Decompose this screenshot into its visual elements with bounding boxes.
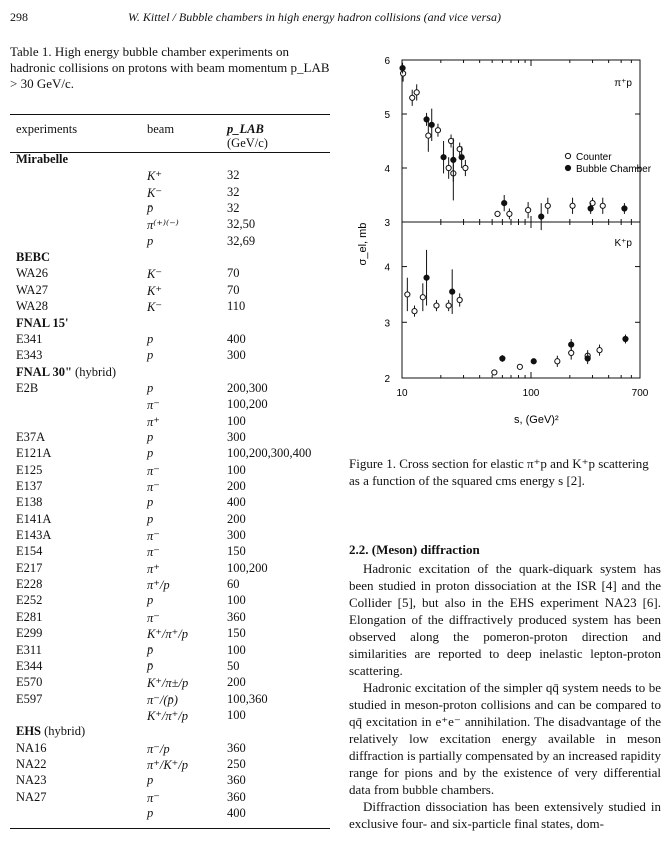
bubble-chamber-point bbox=[500, 356, 505, 361]
beam-cell: π⁻ bbox=[147, 463, 160, 478]
table-row bbox=[10, 332, 330, 348]
x-axis-label: s, (GeV)² bbox=[514, 414, 559, 426]
experiment-cell: E137 bbox=[16, 479, 43, 493]
experiment-cell: E570 bbox=[16, 675, 43, 690]
beam-cell: p bbox=[147, 773, 154, 788]
experiment-cell: E143A bbox=[16, 528, 52, 543]
experiment-cell: NA27 bbox=[16, 789, 47, 804]
section-label-wrap bbox=[16, 724, 85, 739]
section-label-wrap bbox=[16, 365, 116, 380]
plab-cell: 300 bbox=[227, 528, 246, 543]
table-top-rule bbox=[10, 114, 330, 115]
panel-label: π⁺p bbox=[614, 78, 632, 89]
col-plab-unit: (GeV/c) bbox=[227, 136, 268, 150]
plab-cell: 100 bbox=[227, 642, 246, 657]
experiment-cell: E228 bbox=[16, 577, 43, 592]
experiment-cell: NA16 bbox=[16, 740, 47, 755]
section-number: 2.2. bbox=[349, 542, 369, 557]
experiment-cell: E138 bbox=[16, 495, 43, 510]
section-suffix: (hybrid) bbox=[41, 724, 86, 739]
experiment-cell: WA27 bbox=[16, 282, 48, 297]
table-row bbox=[10, 708, 330, 724]
beam-cell: p bbox=[147, 429, 154, 444]
table-row bbox=[10, 659, 330, 675]
paragraph: Diffraction dissociation has been extensively studied in exclusive four- and six-particle final states, dom- bbox=[349, 799, 661, 831]
beam-cell: p̄ bbox=[147, 658, 154, 673]
section-title: (Meson) diffraction bbox=[371, 542, 480, 557]
plab-cell: 32 bbox=[227, 201, 240, 216]
running-header bbox=[10, 10, 660, 26]
y-tick-label: 4 bbox=[384, 262, 390, 274]
plot-frame bbox=[402, 60, 640, 378]
counter-point bbox=[410, 95, 415, 100]
plab-cell: 360 bbox=[227, 773, 246, 788]
counter-point bbox=[517, 364, 522, 369]
plab-cell: 400 bbox=[227, 806, 246, 820]
counter-point bbox=[412, 309, 417, 314]
y-tick-label: 3 bbox=[384, 318, 390, 330]
table-row bbox=[10, 397, 330, 413]
beam-cell: p̄ bbox=[147, 201, 154, 216]
counter-point bbox=[569, 350, 574, 355]
bubble-chamber-point bbox=[585, 356, 590, 361]
beam-cell: p bbox=[147, 331, 154, 346]
beam-cell: π⁻/(p̄) bbox=[147, 692, 178, 707]
table-row bbox=[10, 512, 330, 528]
beam-cell: K⁻ bbox=[147, 267, 162, 282]
bubble-chamber-point bbox=[429, 122, 434, 127]
beam-cell: π⁻ bbox=[147, 790, 160, 805]
x-tick-label: 100 bbox=[522, 388, 540, 399]
table-row bbox=[10, 544, 330, 560]
beam-cell: π⁺/K⁺/p bbox=[147, 757, 188, 772]
body-text bbox=[349, 560, 661, 832]
beam-cell: K⁺/π⁺/p bbox=[147, 708, 188, 723]
beam-cell: K⁻ bbox=[147, 185, 162, 200]
beam-cell: π⁻ bbox=[147, 545, 160, 560]
experiment-cell: E281 bbox=[16, 609, 43, 624]
x-tick-label: 10 bbox=[396, 388, 408, 399]
table-row bbox=[10, 626, 330, 642]
table-section-row bbox=[10, 365, 330, 381]
counter-point bbox=[435, 128, 440, 133]
plab-cell: 100 bbox=[227, 462, 246, 477]
counter-point bbox=[555, 359, 560, 364]
experiment-cell: WA26 bbox=[16, 266, 48, 281]
table-bottom-rule bbox=[10, 828, 330, 829]
plab-cell: 100 bbox=[227, 413, 246, 428]
plab-cell: 150 bbox=[227, 626, 246, 641]
beam-cell: π⁺/p bbox=[147, 578, 170, 593]
experiment-cell: E217 bbox=[16, 560, 43, 575]
counter-point bbox=[507, 211, 512, 216]
table-caption: Table 1. High energy bubble chamber experiments on hadronic collisions on protons with beam momentum p_LAB > 30 GeV/c. bbox=[10, 44, 330, 91]
plab-cell: 32 bbox=[227, 168, 240, 183]
paragraph: Hadronic excitation of the simpler qq̄ system needs to be studied in meson-proton collisions and can be compared to qq̄ excitation in e⁺e⁻ annihilation. The disadvantage of the relatively low excitation energy available in meson diffraction is partially compensated by an increased rapidity range for pions and by the existence of very differential data from bubble chambers. bbox=[349, 680, 662, 797]
y-tick-label: 5 bbox=[384, 110, 390, 121]
counter-point bbox=[463, 165, 468, 170]
plab-cell: 360 bbox=[227, 740, 246, 755]
counter-point bbox=[457, 297, 462, 302]
experiment-cell: E343 bbox=[16, 348, 43, 363]
beam-cell: p bbox=[147, 348, 154, 363]
plab-cell: 360 bbox=[227, 789, 246, 804]
table-row bbox=[10, 479, 330, 495]
table-row bbox=[10, 414, 330, 430]
counter-point bbox=[426, 133, 431, 138]
table-row bbox=[10, 675, 330, 691]
plab-cell: 400 bbox=[227, 495, 246, 510]
beam-cell: π⁻ bbox=[147, 398, 160, 413]
bubble-chamber-point bbox=[424, 117, 429, 122]
counter-point bbox=[414, 90, 419, 95]
beam-cell: p̄ bbox=[147, 642, 154, 657]
beam-cell: π⁺ bbox=[147, 561, 160, 576]
experiment-cell: E341 bbox=[16, 331, 43, 346]
table-row bbox=[10, 773, 330, 789]
table-row bbox=[10, 692, 330, 708]
beam-cell: π⁽⁺⁾⁽⁻⁾ bbox=[147, 218, 179, 233]
plab-cell: 100 bbox=[227, 707, 246, 722]
experiment-cell: E141A bbox=[16, 511, 52, 526]
beam-cell: K⁺/π⁺/p bbox=[147, 627, 188, 642]
beam-cell: π⁻ bbox=[147, 529, 160, 544]
bubble-chamber-point bbox=[622, 206, 627, 211]
beam-cell: p bbox=[147, 511, 154, 526]
table-row bbox=[10, 643, 330, 659]
plab-cell: 32,50 bbox=[227, 217, 256, 232]
table-row bbox=[10, 806, 330, 822]
table-row bbox=[10, 234, 330, 250]
experiment-cell: WA28 bbox=[16, 299, 48, 314]
plab-cell: 200 bbox=[227, 511, 246, 526]
beam-cell: p bbox=[147, 446, 154, 461]
beam-cell: p bbox=[147, 233, 154, 248]
table-row bbox=[10, 201, 330, 217]
section-label: FNAL 15' bbox=[16, 315, 69, 330]
panel-label: K⁺p bbox=[614, 238, 632, 249]
beam-cell: π⁺ bbox=[147, 414, 160, 429]
plab-cell: 70 bbox=[227, 266, 240, 281]
table-row bbox=[10, 790, 330, 806]
beam-cell: p bbox=[147, 806, 154, 820]
plab-cell: 100 bbox=[227, 593, 246, 608]
bubble-chamber-point bbox=[539, 214, 544, 219]
table-row bbox=[10, 283, 330, 299]
experiment-cell: E154 bbox=[16, 544, 43, 559]
bubble-chamber-point bbox=[400, 66, 405, 71]
table-row bbox=[10, 446, 330, 462]
figure-caption: Figure 1. Cross section for elastic π⁺p and K⁺p scattering as a function of the squared cms energy s [2]. bbox=[349, 456, 649, 488]
plab-cell: 70 bbox=[227, 282, 240, 297]
experiment-cell: E2B bbox=[16, 380, 39, 395]
bubble-chamber-point bbox=[531, 359, 536, 364]
table-row bbox=[10, 185, 330, 201]
legend-bubble-chamber: Bubble Chamber bbox=[576, 164, 652, 175]
plab-cell: 110 bbox=[227, 299, 246, 314]
plab-cell: 32,69 bbox=[227, 233, 256, 248]
plab-cell: 200 bbox=[227, 675, 246, 690]
bubble-chamber-point bbox=[459, 155, 464, 160]
counter-point bbox=[446, 303, 451, 308]
plab-cell: 400 bbox=[227, 331, 246, 346]
experiment-cell: NA23 bbox=[16, 773, 47, 788]
table-row bbox=[10, 757, 330, 773]
table-row bbox=[10, 463, 330, 479]
plab-cell: 100,200 bbox=[227, 397, 268, 412]
col-experiments: experiments bbox=[16, 122, 78, 136]
bubble-chamber-point bbox=[424, 275, 429, 280]
x-tick-label: 700 bbox=[631, 388, 649, 399]
cross-section-chart bbox=[340, 48, 665, 438]
plab-cell: 200,300 bbox=[227, 380, 268, 395]
y-tick-label: 2 bbox=[384, 374, 390, 385]
experiment-cell: E125 bbox=[16, 462, 43, 477]
counter-point bbox=[495, 211, 500, 216]
counter-point bbox=[492, 370, 497, 375]
plab-cell: 200 bbox=[227, 479, 246, 493]
bubble-chamber-point bbox=[441, 155, 446, 160]
plab-cell: 100,200,300,400 bbox=[227, 446, 312, 461]
section-label: EHS bbox=[16, 724, 42, 739]
beam-cell: π⁻ bbox=[147, 480, 160, 494]
y-tick-label: 4 bbox=[384, 164, 390, 175]
table-row bbox=[10, 577, 330, 593]
counter-point bbox=[526, 208, 531, 213]
experiment-cell: E344 bbox=[16, 658, 43, 673]
bubble-chamber-point bbox=[588, 206, 593, 211]
y-axis-label: σ_el, mb bbox=[357, 222, 369, 266]
table-row bbox=[10, 593, 330, 609]
running-title: W. Kittel / Bubble chambers in high energy hadron collisions (and vice versa) bbox=[128, 10, 501, 24]
plab-cell: 250 bbox=[227, 756, 246, 771]
counter-point bbox=[570, 203, 575, 208]
experiment-cell: E597 bbox=[16, 691, 43, 706]
table-row bbox=[10, 266, 330, 282]
section-label: Mirabelle bbox=[16, 152, 69, 166]
experiment-cell: E311 bbox=[16, 642, 42, 657]
plab-cell: 100,200 bbox=[227, 560, 268, 575]
table-section-row bbox=[10, 250, 330, 266]
table-row bbox=[10, 430, 330, 446]
table-row bbox=[10, 528, 330, 544]
beam-cell: K⁺/π±/p bbox=[147, 676, 189, 691]
bubble-chamber-point bbox=[450, 289, 455, 294]
y-tick-label: 3 bbox=[384, 218, 390, 229]
y-tick-label: 6 bbox=[384, 56, 390, 67]
experiment-cell: E121A bbox=[16, 446, 52, 461]
counter-point bbox=[597, 348, 602, 353]
counter-point bbox=[600, 203, 605, 208]
table-section-row bbox=[10, 724, 330, 740]
table-row bbox=[10, 168, 330, 184]
legend-counter: Counter bbox=[576, 152, 612, 163]
beam-cell: p bbox=[147, 495, 154, 510]
table-row bbox=[10, 348, 330, 364]
plab-cell: 360 bbox=[227, 609, 246, 624]
page-number: 298 bbox=[10, 10, 28, 24]
bubble-chamber-point bbox=[502, 201, 507, 206]
legend-open-marker bbox=[565, 153, 570, 158]
beam-cell: π⁻/p bbox=[147, 741, 170, 756]
plab-cell: 150 bbox=[227, 544, 246, 559]
bubble-chamber-point bbox=[623, 336, 628, 341]
table-row bbox=[10, 610, 330, 626]
section-heading bbox=[349, 542, 480, 558]
section-label: FNAL 30" bbox=[16, 364, 72, 379]
table-row bbox=[10, 217, 330, 233]
table-section-row bbox=[10, 152, 330, 168]
experiment-cell: NA22 bbox=[16, 756, 47, 771]
beam-cell: p bbox=[147, 593, 154, 608]
bubble-chamber-point bbox=[569, 342, 574, 347]
table-row bbox=[10, 561, 330, 577]
plab-cell: 300 bbox=[227, 429, 246, 444]
table-row bbox=[10, 495, 330, 511]
plab-cell: 100,360 bbox=[227, 691, 268, 706]
col-plab: p_LAB bbox=[227, 122, 264, 136]
counter-point bbox=[420, 295, 425, 300]
beam-cell: K⁺ bbox=[147, 169, 162, 184]
bubble-chamber-point bbox=[451, 157, 456, 162]
section-suffix: (hybrid) bbox=[71, 364, 116, 379]
counter-point bbox=[401, 71, 406, 76]
counter-point bbox=[405, 292, 410, 297]
paragraph: Hadronic excitation of the quark-diquark system has been studied in proton dissociation at the ISR [4] and the Collider [5], but also in the EHS experiment NA23 [6]. Elongation of the diffractively produced system has been observed along the pomeron-proton direction and similarities are reported to deep inelastic lepton-proton scattering. bbox=[349, 561, 661, 678]
table-header-unit bbox=[10, 136, 330, 152]
table-section-row bbox=[10, 316, 330, 332]
col-beam: beam bbox=[147, 122, 175, 136]
table-row bbox=[10, 741, 330, 757]
experiment-cell: E252 bbox=[16, 593, 43, 608]
beam-cell: K⁺ bbox=[147, 283, 162, 298]
counter-point bbox=[434, 303, 439, 308]
experiment-cell: E299 bbox=[16, 626, 43, 641]
experiment-cell: E37A bbox=[16, 429, 46, 444]
beam-cell: K⁻ bbox=[147, 300, 162, 315]
table-row bbox=[10, 381, 330, 397]
beam-cell: p bbox=[147, 380, 154, 395]
plab-cell: 32 bbox=[227, 184, 240, 199]
legend-filled-marker bbox=[565, 165, 570, 170]
plab-cell: 300 bbox=[227, 348, 246, 363]
beam-cell: π⁻ bbox=[147, 610, 160, 625]
plab-cell: 50 bbox=[227, 658, 240, 673]
counter-point bbox=[545, 203, 550, 208]
plab-cell: 60 bbox=[227, 577, 240, 592]
section-label: BEBC bbox=[16, 250, 51, 265]
table-row bbox=[10, 299, 330, 315]
counter-point bbox=[446, 165, 451, 170]
